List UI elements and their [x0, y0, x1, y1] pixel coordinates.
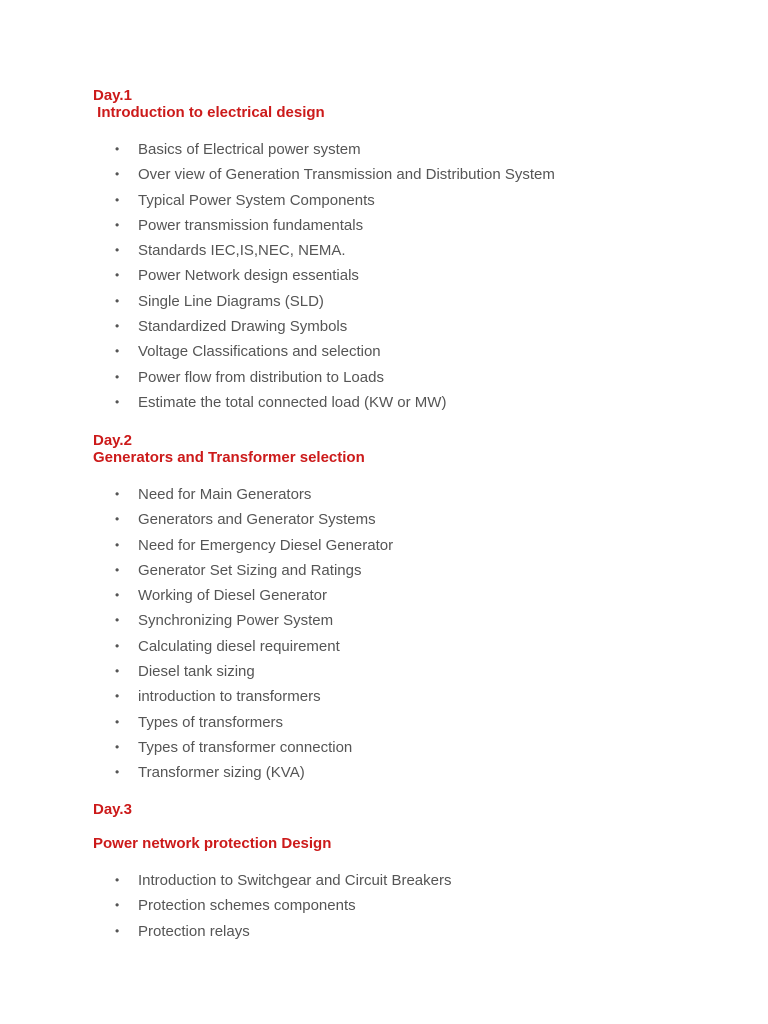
- topic-text: Standards IEC,IS,NEC, NEMA.: [138, 242, 346, 260]
- day-1-section: [93, 87, 733, 415]
- day-3-title: Power network protection Design: [93, 835, 332, 852]
- bullet-icon: •: [115, 293, 120, 308]
- bullet-icon: •: [115, 319, 120, 334]
- topic-text: Working of Diesel Generator: [138, 587, 327, 605]
- day-3-section: [93, 801, 733, 944]
- day-2-label: Day.2: [93, 432, 132, 449]
- topic-list-item: [93, 868, 733, 893]
- bullet-icon: •: [115, 512, 120, 527]
- day-1-label: Day.1: [93, 87, 132, 104]
- bullet-icon: •: [115, 344, 120, 359]
- topic-list-item: [93, 507, 733, 532]
- topic-list-item: [93, 583, 733, 608]
- day-2-title: Generators and Transformer selection: [93, 449, 365, 466]
- topic-list-item: [93, 482, 733, 507]
- bullet-icon: •: [115, 369, 120, 384]
- topic-list-item: [93, 735, 733, 760]
- bullet-icon: •: [115, 689, 120, 704]
- topic-list-item: [93, 608, 733, 633]
- bullet-icon: •: [115, 537, 120, 552]
- topic-text: Introduction to Switchgear and Circuit Breakers: [138, 872, 452, 889]
- topic-list-item: [93, 314, 733, 339]
- topic-list-item: [93, 365, 733, 390]
- topic-list-item: [93, 684, 733, 709]
- topic-text: Single Line Diagrams (SLD): [138, 292, 324, 310]
- topic-text: Power transmission fundamentals: [138, 216, 364, 234]
- day-2-topic-list: [93, 482, 733, 786]
- topic-text: Generator Set Sizing and Ratings: [138, 561, 362, 579]
- bullet-icon: •: [115, 142, 120, 156]
- bullet-icon: •: [115, 487, 120, 501]
- topic-text: Synchronizing Power System: [138, 612, 334, 630]
- bullet-icon: •: [115, 714, 120, 729]
- topic-list-item: [93, 390, 733, 415]
- topic-list-item: [93, 533, 733, 558]
- bullet-icon: •: [115, 394, 120, 409]
- bullet-icon: •: [115, 588, 120, 603]
- topic-list-item: [93, 188, 733, 213]
- topic-text: Voltage Classifications and selection: [138, 343, 381, 361]
- bullet-icon: •: [115, 873, 120, 887]
- bullet-icon: •: [115, 243, 120, 258]
- bullet-icon: •: [115, 765, 120, 780]
- bullet-icon: •: [115, 898, 120, 913]
- bullet-icon: •: [115, 167, 120, 182]
- day-3-topic-list: [93, 868, 733, 944]
- topic-text: Estimate the total connected load (KW or MW): [138, 393, 447, 411]
- bullet-icon: •: [115, 664, 120, 679]
- topic-text: Protection schemes components: [138, 897, 356, 915]
- bullet-icon: •: [115, 739, 120, 754]
- topic-list-item: [93, 710, 733, 735]
- topic-list-item: [93, 289, 733, 314]
- topic-list-item: [93, 339, 733, 364]
- topic-list-item: [93, 919, 733, 944]
- bullet-icon: •: [115, 192, 120, 207]
- topic-text: Types of transformers: [138, 713, 284, 731]
- day-3-label: Day.3: [93, 801, 132, 818]
- bullet-icon: •: [115, 562, 120, 577]
- topic-list-item: [93, 893, 733, 918]
- topic-text: Generators and Generator Systems: [138, 511, 376, 529]
- bullet-icon: •: [115, 923, 120, 938]
- topic-list-item: [93, 137, 733, 162]
- topic-text: Typical Power System Components: [138, 191, 375, 209]
- day-2-section: [93, 432, 733, 786]
- topic-list-item: [93, 238, 733, 263]
- topic-list-item: [93, 760, 733, 785]
- topic-list-item: [93, 558, 733, 583]
- topic-text: Need for Main Generators: [138, 486, 312, 503]
- topic-list-item: [93, 263, 733, 288]
- topic-list-item: [93, 162, 733, 187]
- topic-text: Transformer sizing (KVA): [138, 764, 305, 782]
- topic-text: Types of transformer connection: [138, 738, 353, 756]
- topic-list-item: [93, 659, 733, 684]
- bullet-icon: •: [115, 613, 120, 628]
- topic-text: Over view of Generation Transmission and Distribution System: [138, 166, 555, 184]
- topic-text: Diesel tank sizing: [138, 663, 255, 681]
- bullet-icon: •: [115, 217, 120, 232]
- topic-text: introduction to transformers: [138, 688, 321, 706]
- topic-list-item: [93, 634, 733, 659]
- topic-list-item: [93, 213, 733, 238]
- topic-text: Standardized Drawing Symbols: [138, 318, 348, 336]
- bullet-icon: •: [115, 268, 120, 283]
- topic-text: Power flow from distribution to Loads: [138, 368, 384, 386]
- topic-text: Protection relays: [138, 922, 250, 940]
- bullet-icon: •: [115, 638, 120, 653]
- day-1-title: Introduction to electrical design: [93, 104, 325, 121]
- topic-text: Basics of Electrical power system: [138, 141, 361, 158]
- topic-text: Calculating diesel requirement: [138, 637, 340, 655]
- topic-text: Power Network design essentials: [138, 267, 359, 285]
- day-1-topic-list: [93, 137, 733, 415]
- topic-text: Need for Emergency Diesel Generator: [138, 536, 394, 554]
